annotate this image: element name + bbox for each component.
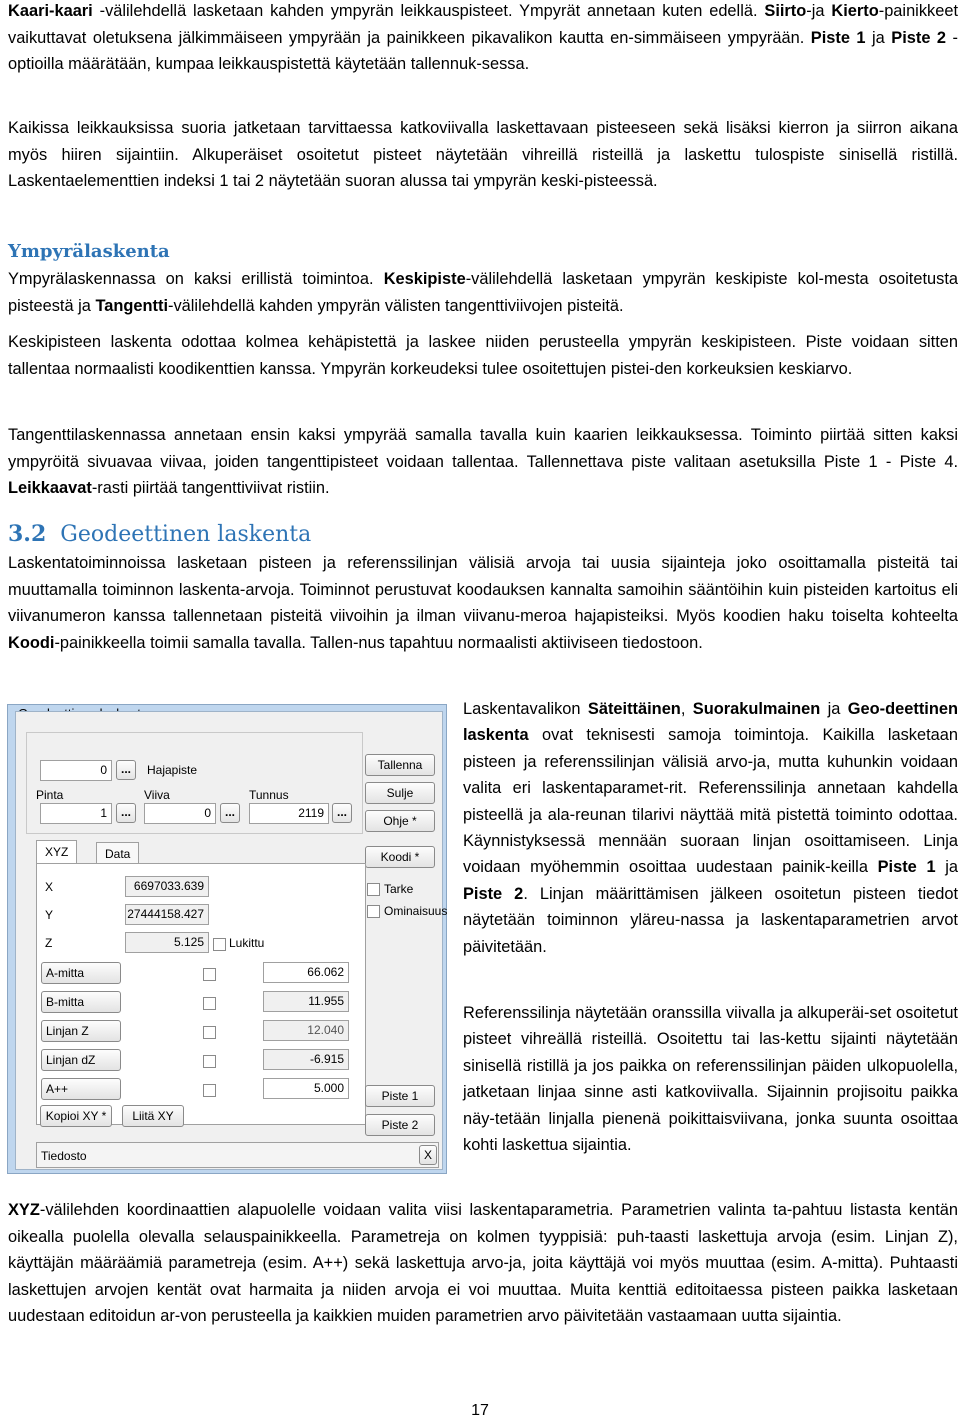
- tunnus-field[interactable]: 2119: [249, 803, 329, 824]
- param-select[interactable]: A++: [41, 1078, 121, 1100]
- param-select[interactable]: B-mitta: [41, 991, 121, 1013]
- y-label: Y: [45, 908, 54, 922]
- param-select[interactable]: Linjan Z: [41, 1020, 121, 1042]
- term-suorakulmainen: Suorakulmainen: [692, 700, 821, 718]
- term-piste-2: Piste 2: [891, 28, 947, 47]
- text: ,: [680, 700, 693, 718]
- text: -välilehdellä lasketaan ympyrän keskipiste kol-mesta osoitetusta pisteestä ja: [8, 270, 958, 315]
- section-paragraph: [8, 550, 958, 656]
- text: ja: [935, 858, 959, 877]
- term-tangentti: Tangentti: [95, 296, 169, 315]
- term-xyz: XYZ: [8, 1201, 40, 1219]
- text: ovat teknisesti samoja toimintoja. Kaikilla lasketaan pisteen ja referenssilinjan välisiä arvo-ja, mutta kuhunkin voidaan valita eri laskentaparamet-rit. Referenssilinja annetaan kahdella pisteellä ja ala-reunan tilarivi näyttää mitä pistettä toiminto odottaa. Käynnistyksessä mennään suoraan linjan osoittamiseen. Linja voidaan myöhemmin osoittaa uudestaan painik-keilla: [463, 726, 958, 877]
- y-field[interactable]: 27444158.427: [125, 904, 209, 925]
- text: ja: [865, 28, 892, 47]
- text: -välilehdellä lasketaan kahden ympyrän leikkauspisteet. Ympyrät annetaan kuten edellä.: [92, 2, 765, 20]
- term-keskipiste: Keskipiste: [383, 270, 466, 288]
- pinta-label: Pinta: [36, 788, 64, 802]
- param-checkbox[interactable]: [203, 997, 216, 1010]
- geodeettinen-laskenta-dialog: [7, 704, 447, 1174]
- param-value[interactable]: -6.915: [263, 1049, 349, 1070]
- section-title: Geodeettinen laskenta: [60, 522, 312, 547]
- text: -optioilla määrätään, kumpaa leikkauspistettä käytetään tallennuk-sessa.: [8, 28, 958, 73]
- liita-xy-button[interactable]: Liitä XY: [122, 1105, 184, 1127]
- param-checkbox[interactable]: [203, 968, 216, 981]
- piste-2-button[interactable]: Piste 2: [365, 1114, 435, 1136]
- tarke-checkbox[interactable]: [367, 883, 380, 896]
- text: -painikkeella toimii samalla tavalla. Tallen-nus tapahtuu normaalisti aktiiviseen tiedostoon.: [54, 633, 703, 652]
- text: -rasti piirtää tangenttiviivat ristiin.: [91, 479, 330, 497]
- sulje-button[interactable]: Sulje: [365, 782, 435, 804]
- text: Laskentavalikon: [463, 700, 588, 718]
- hajapiste-label: Hajapiste: [147, 763, 198, 777]
- text: Ympyrälaskennassa on kaksi erillistä toimintoa.: [8, 270, 384, 288]
- term-geodeettinen: Geo-deettinen laskenta: [463, 700, 958, 745]
- text: Tangenttilaskennassa annetaan ensin kaksi ympyrää samalla tavalla kuin kaarien leikkauksessa. Toiminto piirtää sitten kaksi ympyröitä sivuavaa viivaa, joiden tangenttipisteet voidaan tallentaa. Tallennettava piste valitaan asetuksilla Piste 1 - Piste 4.: [8, 426, 958, 471]
- ominaisuus-checkbox[interactable]: [367, 905, 380, 918]
- ympyra-heading: Ympyrälaskenta: [8, 241, 170, 262]
- param-row: [37, 960, 367, 986]
- intersection-paragraph: Kaikissa leikkauksissa suoria jatketaan tarvittaessa katkoviivalla laskettavaan pisteeseen sekä lisäksi kierron ja siirron aikana myös hiiren sijaintiin. Alkuperäiset osoitetut pisteet näytetään vihreillä risteillä ja laskettu tulospiste sinisellä ristillä. Laskentaelementtien indeksi 1 tai 2 näytetään suoran alussa tai ympyrän keski-pisteessä.: [8, 119, 958, 190]
- lukittu-label: Lukittu: [229, 936, 265, 950]
- param-select[interactable]: A-mitta: [41, 962, 121, 984]
- top-field[interactable]: 0: [40, 760, 112, 781]
- text: -painikkeet vaikuttavat oletuksena jälkimmäiseen ympyrään ja painikkeen pikavalikon kautta en-simmäiseen ympyrään.: [8, 2, 958, 47]
- ympyra-paragraph-3: [8, 422, 958, 502]
- tab-data[interactable]: Data: [96, 842, 139, 864]
- right-paragraph-1: [463, 696, 958, 960]
- term-koodi: Koodi: [8, 633, 55, 652]
- pinta-browse-button[interactable]: ...: [116, 803, 136, 823]
- param-value[interactable]: 12.040: [263, 1020, 349, 1041]
- tiedosto-label: Tiedosto: [41, 1149, 87, 1163]
- close-button[interactable]: X: [419, 1145, 437, 1165]
- section-heading: [8, 521, 311, 547]
- param-checkbox[interactable]: [203, 1026, 216, 1039]
- param-checkbox[interactable]: [203, 1055, 216, 1068]
- term-piste-2: Piste 2: [463, 884, 524, 903]
- piste-1-button[interactable]: Piste 1: [365, 1085, 435, 1107]
- ympyra-paragraph-2: Keskipisteen laskenta odottaa kolmea kehäpistettä ja laskee niiden perusteella ympyrän keskipisteen. Piste voidaan sitten tallentaa normaalisti koodikenttien kanssa. Ympyrän korkeudeksi tulee osoitettujen pistei-den korkeuksien keskiarvo.: [8, 333, 958, 378]
- term-piste-1: Piste 1: [877, 858, 936, 877]
- tarke-label: Tarke: [384, 882, 414, 896]
- term-leikkaavat: Leikkaavat: [8, 479, 92, 497]
- z-field[interactable]: 5.125: [125, 932, 209, 953]
- bottom-paragraph: [8, 1197, 958, 1330]
- ympyra-paragraph-1: [8, 266, 958, 319]
- page-number: 17: [471, 1402, 489, 1419]
- term-piste-1: Piste 1: [810, 28, 866, 47]
- viiva-browse-button[interactable]: ...: [220, 803, 240, 823]
- term-siirto: Siirto: [764, 2, 807, 20]
- param-row: [37, 1018, 367, 1044]
- kopioi-xy-button[interactable]: Kopioi XY *: [40, 1105, 112, 1127]
- text: -ja: [806, 2, 832, 20]
- tallenna-button[interactable]: Tallenna: [365, 754, 435, 776]
- param-checkbox[interactable]: [203, 1084, 216, 1097]
- dialog-body: [15, 711, 448, 1170]
- x-field[interactable]: 6697033.639: [125, 876, 209, 897]
- param-value[interactable]: 5.000: [263, 1078, 349, 1099]
- lukittu-checkbox[interactable]: [213, 938, 226, 951]
- browse-button[interactable]: ...: [116, 760, 136, 780]
- param-row: [37, 989, 367, 1015]
- term-sateittainen: Säteittäinen: [587, 700, 681, 718]
- term-kaari-kaari: Kaari-kaari: [8, 2, 93, 20]
- text: ja: [820, 700, 848, 718]
- param-select[interactable]: Linjan dZ: [41, 1049, 121, 1071]
- ominaisuus-label: Ominaisuus: [384, 904, 448, 918]
- text: . Linjan määrittämisen jälkeen osoitetun pisteen tiedot näytetään toiminnon yläreu-nassa ja laskentaparametrien arvot päivitetään.: [463, 884, 958, 956]
- viiva-label: Viiva: [144, 788, 170, 802]
- pinta-field[interactable]: 1: [40, 803, 112, 824]
- intro-paragraph: [8, 0, 958, 78]
- right-paragraph-2: Referenssilinja näytetään oranssilla viivalla ja alkuperäi-set osoitetut pisteet vihreällä risteillä. Osoitettu tai las-kettu sijainti näytetään sinisellä ristillä ja jos paikka on referenssilinjan päiden ulkopuolella, jatketaan linjaa sinne asti katkoviivalla. Sijainnin projisoitu paikka näy-tetään linjalla pienenä poikittaisviivana, jonka suunta osoittaa kohti laskettua sijaintia.: [463, 1004, 958, 1155]
- tab-xyz[interactable]: XYZ: [36, 840, 77, 864]
- param-row: [37, 1076, 367, 1102]
- tunnus-label: Tunnus: [249, 788, 289, 802]
- param-value[interactable]: 66.062: [263, 962, 349, 983]
- koodi-button[interactable]: Koodi *: [365, 846, 435, 868]
- status-bar: [36, 1142, 439, 1168]
- x-label: X: [45, 880, 54, 894]
- text: Laskentatoiminnoissa lasketaan pisteen ja referenssilinjan välisiä arvoja tai uusia sijainteja joko osoittamalla pisteitä tai muuttamalla toiminnon laskenta-arvoja. Toiminnot perustuvat koodauksen kannalta samoihin sääntöihin kuin pisteiden kartoitus eli viivanumeron kanssa tallennetaan pisteitä viivoihin ja ilman viivanu-meroa hajapisteiksi. Myös koodien haku toiselta kohteelta: [8, 554, 958, 625]
- ohje-button[interactable]: Ohje *: [365, 810, 435, 832]
- param-row: [37, 1047, 367, 1073]
- term-kierto: Kierto: [831, 2, 879, 20]
- viiva-field[interactable]: 0: [144, 803, 216, 824]
- text: -välilehdellä kahden ympyrän välisten tangenttiviivojen pisteitä.: [168, 296, 624, 315]
- xyz-panel: [36, 863, 366, 1125]
- section-number: 3.2: [8, 521, 47, 547]
- z-label: Z: [45, 936, 53, 950]
- param-value[interactable]: 11.955: [263, 991, 349, 1012]
- text: -välilehden koordinaattien alapuolelle voidaan valita viisi laskentaparametria. Parametrien valinta ta-pahtuu listasta kentän oikealla puolella olevalla selauspainikkeella. Parametreja on kolmen tyyppisiä: puh-taasti laskettuja arvoja (esim. Linjan Z), käyttäjän määräämiä parametreja (esim. A++) sekä laskettuja arvo-ja, joita käyttäjä voi myös muuttaa (esim. A-mitta). Puhtaasti laskettujen arvojen kentät ovat harmaita ja niiden arvoja ei voi muuttaa. Muita kenttiä editoitaessa pisteen paikka lasketaan uudestaan editoidun ar-von perusteella ja kaikkien muiden parametrien arvo päivitetään vastaamaan uutta sijaintia.: [8, 1201, 958, 1325]
- tunnus-browse-button[interactable]: ...: [332, 803, 352, 823]
